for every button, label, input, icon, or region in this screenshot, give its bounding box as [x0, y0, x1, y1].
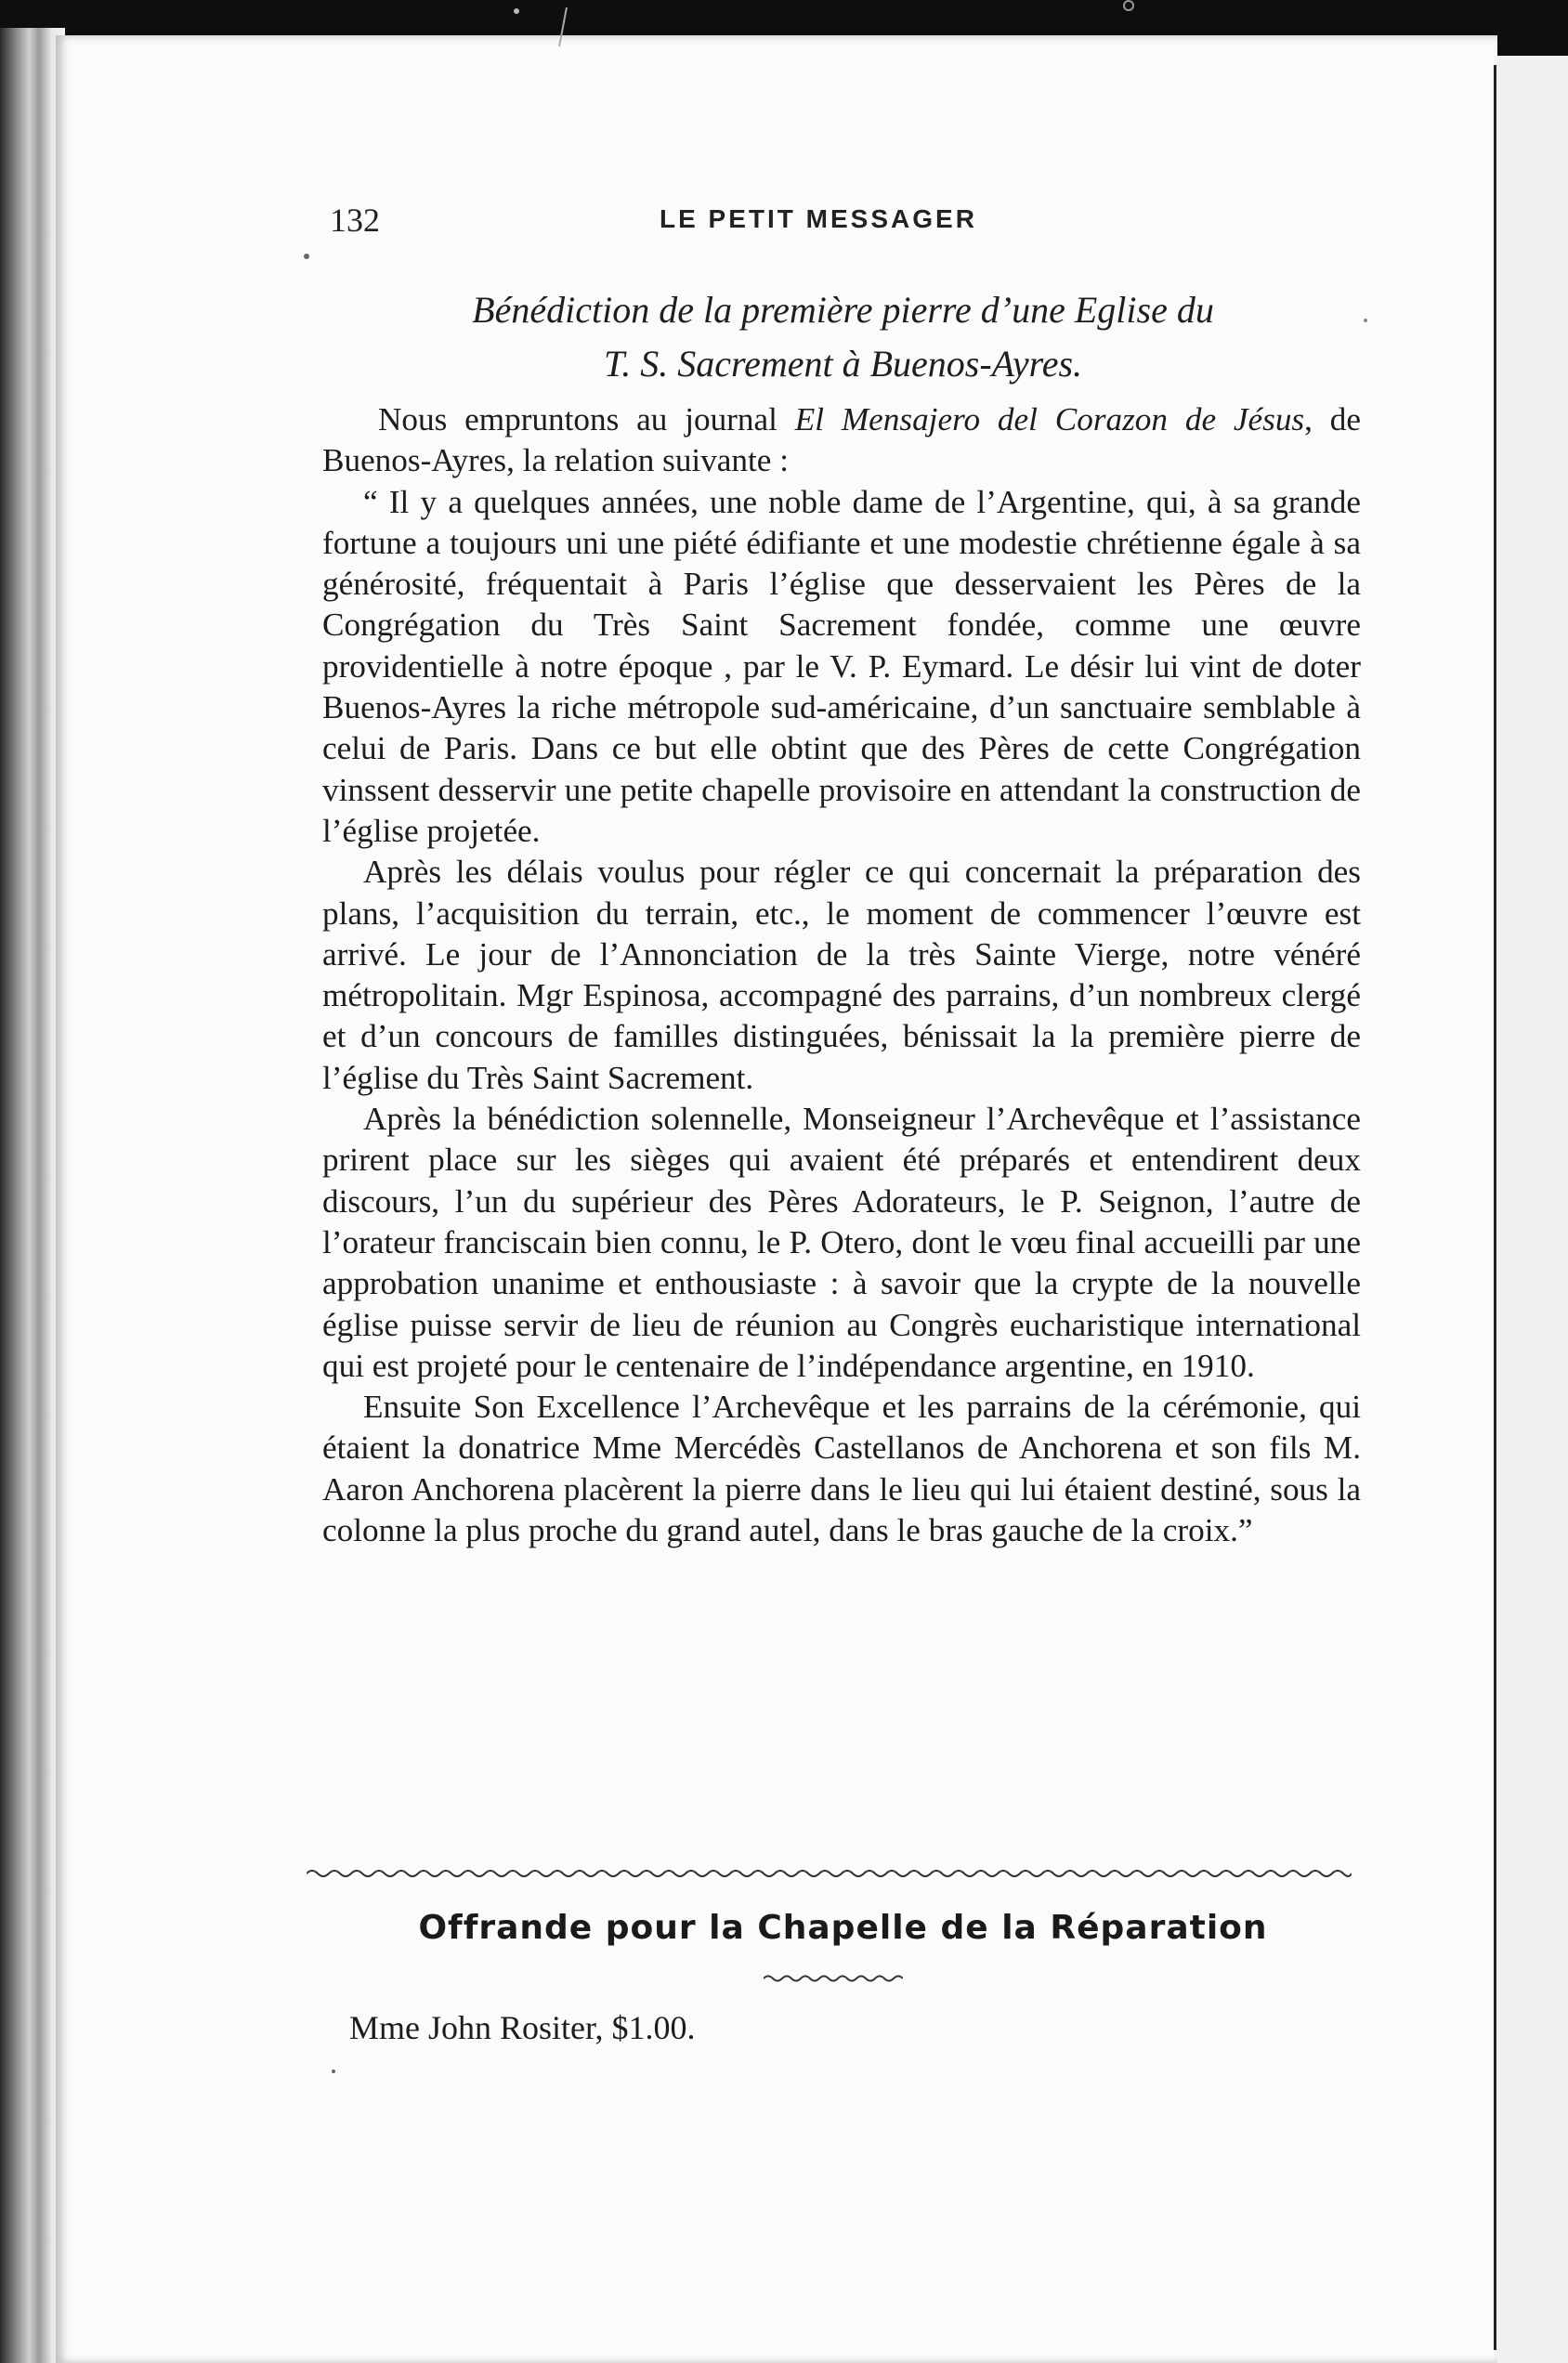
paragraph-intro [322, 399, 1361, 482]
article-title [320, 283, 1365, 391]
page-header [330, 201, 1365, 256]
page-gutter-line [1494, 65, 1496, 2350]
article-title-line-2: T. S. Sacrement à Buenos-Ayres. [603, 343, 1083, 385]
article-body [322, 399, 1361, 1551]
small-wavy-divider [764, 1973, 903, 1984]
paragraph-4: Après la bénédiction solennelle, Monseigneur l’Archevêque et l’assistance prirent place sur les sièges qui avaient été préparés et entendirent deux discours, l’un du supérieur des Pères Adorateurs, le P. Seignon, l’autre de l’orateur franciscain bien connu, le P. Otero, dont le vœu final accueilli par une approbation unanime et enthousiaste : à savoir que la crypte de la nouvelle église puisse servir de lieu de réunion au Congrès eucharistique international qui est projeté pour le centenaire de l’indépendance argentine, en 1910. [322, 1101, 1361, 1384]
intro-text-end: , de Buenos-Ayres, la relation suivante : [322, 401, 1362, 479]
article-title-line-1: Bénédiction de la première pierre d’une Eglise du [472, 289, 1214, 331]
paragraph-3: Après les délais voulus pour régler ce qui concernait la préparation des plans, l’acquisition du terrain, etc., le moment de commencer l’œuvre est arrivé. Le jour de l’Annonciation de la très Sainte Vierge, notre vénéré métropolitain. Mgr Espinosa, accompagné des parrains, d’un nombreux clergé et d’un concours de familles distinguées, bénissait la la première pierre de l’église du Très Saint Sacrement. [322, 854, 1361, 1096]
paragraph-2: “ Il y a quelques années, une noble dame de l’Argentine, qui, à sa grande fortune a toujours uni une piété édifiante et une modestie chrétienne égale à sa générosité, fréquentait à Paris l’église que desservaient les Pères de la Congrégation du Très Saint Sacrement fondée, comme une œuvre providentielle à notre époque , par le V. P. Eymard. Le désir lui vint de doter Buenos-Ayres la riche métropole sud-américaine, d’un sanctuaire semblable à celui de Paris. Dans ce but elle obtint que des Pères de cette Congrégation vinssent desservir une petite chapelle provisoire en attendant la construction de l’église projetée. [322, 483, 1361, 849]
running-head: LE PETIT MESSAGER [660, 204, 977, 233]
facing-page-edge [1497, 56, 1568, 2363]
offering-heading: Offrande pour la Chapelle de la Réparation [418, 1909, 1268, 1947]
journal-name: El Mensajero del Corazon de Jésus [794, 401, 1305, 437]
intro-text: Nous empruntons au journal [378, 401, 795, 437]
wavy-divider [307, 1867, 1352, 1880]
page-number: 132 [330, 202, 380, 239]
paragraph-5: Ensuite Son Excellence l’Archevêque et les parrains de la cérémonie, qui étaient la donatrice Mme Mercédès Castellanos de Anchorena et son fils M. Aaron Anchorena placèrent la pierre dans le lieu qui lui étaient destiné, sous la colonne la plus proche du grand autel, dans le bras gauche de la croix.” [322, 1389, 1361, 1549]
donation-entry: Mme John Rositer, $1.00. [349, 2009, 696, 2046]
